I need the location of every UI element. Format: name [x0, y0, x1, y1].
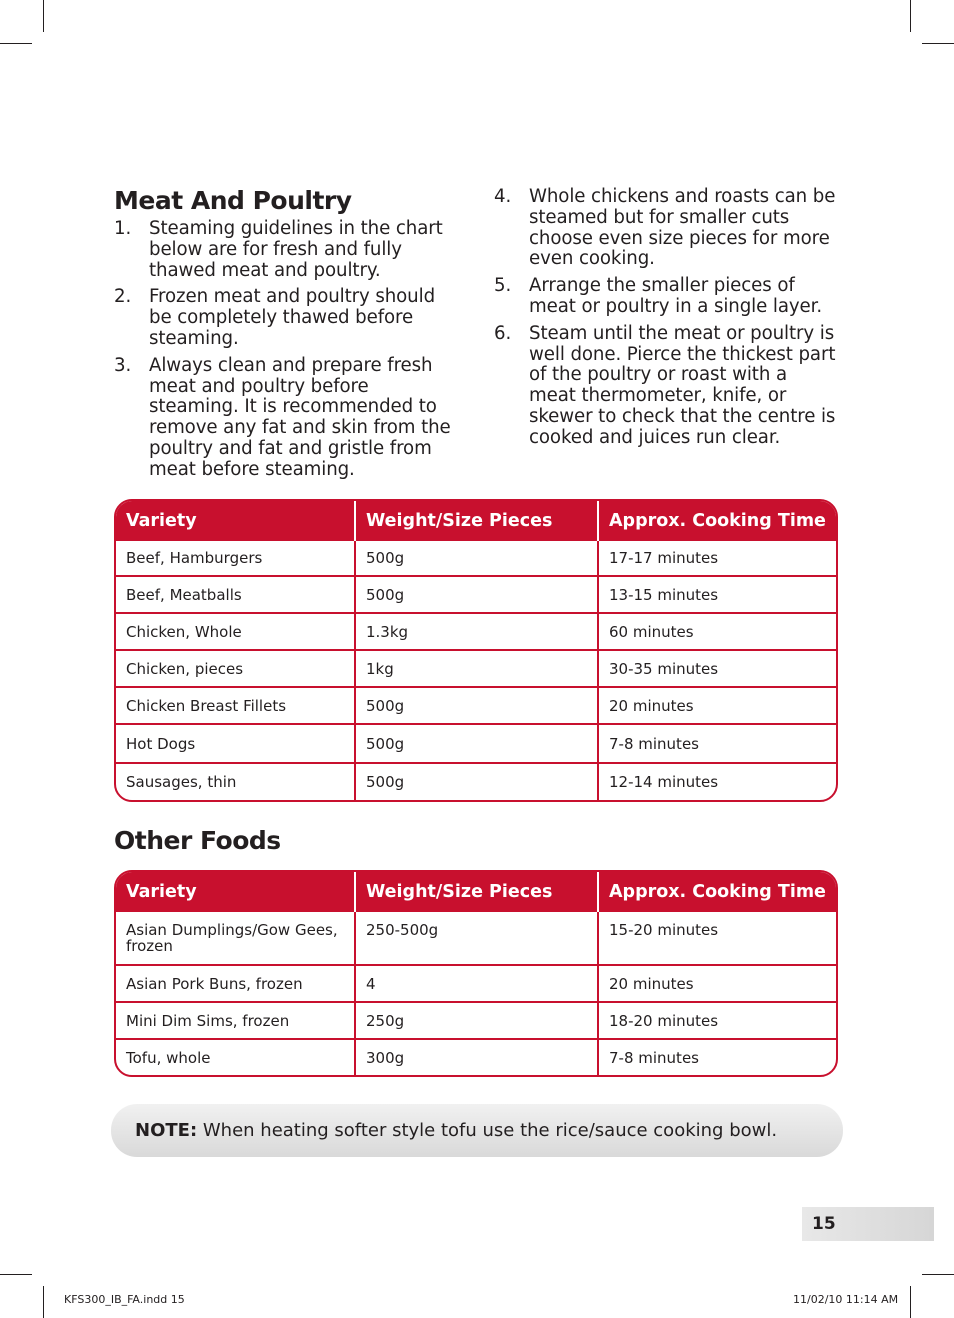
- step-number: 5.: [494, 275, 512, 297]
- cell-variety: Asian Dumplings/Gow Gees, frozen: [116, 912, 356, 964]
- column-header-time: Approx. Cooking Time: [609, 511, 826, 531]
- table-body: [116, 541, 836, 800]
- cell-variety: Tofu, whole: [116, 1040, 356, 1075]
- table-row: [116, 912, 836, 964]
- crop-mark: [910, 1286, 911, 1318]
- cell-variety: Hot Dogs: [116, 725, 356, 762]
- step-item: [114, 287, 454, 349]
- step-item: [494, 276, 839, 318]
- cell-variety: Chicken, pieces: [116, 651, 356, 686]
- crop-mark: [910, 0, 911, 32]
- crop-mark: [0, 43, 32, 44]
- note-box: [111, 1104, 843, 1157]
- page-number: 15: [802, 1207, 934, 1241]
- crop-mark: [43, 0, 44, 32]
- step-number: 4.: [494, 186, 512, 207]
- table-row: [116, 649, 836, 686]
- table-row: [116, 723, 836, 762]
- cell-time: 18-20 minutes: [609, 1011, 719, 1030]
- cell-time: 30-35 minutes: [609, 659, 719, 678]
- cell-time: 7-8 minutes: [609, 1048, 699, 1067]
- slug-date: 11/02/10 11:14 AM: [793, 1293, 899, 1306]
- cell-weight: 500g: [356, 541, 599, 575]
- step-item: [494, 324, 839, 449]
- cell-time: 60 minutes: [609, 622, 694, 641]
- table-row: [116, 575, 836, 612]
- step-text: Arrange the smaller pieces of meat or poultry in a single layer.: [529, 275, 823, 317]
- column-header-weight: Weight/Size Pieces: [356, 501, 599, 541]
- cell-weight: 250g: [356, 1003, 599, 1038]
- table-body: [116, 912, 836, 1075]
- cell-variety: Beef, Hamburgers: [116, 541, 356, 575]
- column-header-weight: Weight/Size Pieces: [356, 872, 599, 912]
- cell-weight: 1kg: [356, 651, 599, 686]
- cell-time: 17-17 minutes: [609, 549, 719, 567]
- meat-poultry-table: [114, 499, 838, 802]
- table-row: [116, 686, 836, 723]
- steps-list-left: [114, 219, 454, 487]
- crop-mark: [43, 1286, 44, 1318]
- table-row: [116, 1038, 836, 1075]
- step-number: 1.: [114, 218, 132, 239]
- step-number: 2.: [114, 286, 132, 308]
- note-text: When heating softer style tofu use the rice/sauce cooking bowl.: [202, 1120, 778, 1141]
- column-header-variety: Variety: [116, 501, 356, 541]
- slug-file: KFS300_IB_FA.indd 15: [64, 1293, 185, 1306]
- table-row: [116, 964, 836, 1001]
- step-number: 6.: [494, 322, 512, 344]
- section-title-other-foods: Other Foods: [114, 826, 281, 855]
- cell-variety: Chicken Breast Fillets: [116, 688, 356, 723]
- step-text: Steam until the meat or poultry is well done. Pierce the thickest part of the poultry or roast with a meat thermometer, knife, or skewer to check that the centre is cooked and juices run clear.: [529, 322, 836, 448]
- cell-time: 13-15 minutes: [609, 585, 719, 604]
- crop-mark: [922, 43, 954, 44]
- cell-time: 15-20 minutes: [609, 921, 719, 939]
- table-header: [116, 872, 836, 912]
- step-text: Steaming guidelines in the chart below are for fresh and fully thawed meat and poultry.: [149, 218, 443, 281]
- cell-time: 7-8 minutes: [609, 734, 699, 753]
- table-row: [116, 762, 836, 800]
- cell-variety: Sausages, thin: [116, 764, 356, 800]
- cell-weight: 500g: [356, 577, 599, 612]
- cell-weight: 500g: [356, 725, 599, 762]
- table-row: [116, 612, 836, 649]
- crop-mark: [922, 1274, 954, 1275]
- step-item: [494, 187, 839, 270]
- step-text: Frozen meat and poultry should be completely thawed before steaming.: [149, 286, 436, 349]
- cell-time: 20 minutes: [609, 974, 694, 993]
- step-number: 3.: [114, 354, 132, 376]
- cell-variety: Chicken, Whole: [116, 614, 356, 649]
- cell-variety: Asian Pork Buns, frozen: [116, 966, 356, 1001]
- table-header: [116, 501, 836, 541]
- note-label: NOTE:: [135, 1120, 198, 1141]
- step-item: [114, 219, 454, 281]
- cell-variety: Beef, Meatballs: [116, 577, 356, 612]
- cell-variety: Mini Dim Sims, frozen: [116, 1003, 356, 1038]
- cell-weight: 4: [356, 966, 599, 1001]
- cell-weight: 500g: [356, 688, 599, 723]
- steps-list-right: [494, 187, 839, 455]
- cell-weight: 250-500g: [356, 912, 599, 964]
- cell-weight: 1.3kg: [356, 614, 599, 649]
- column-header-time: Approx. Cooking Time: [609, 882, 826, 902]
- section-title-meat-poultry: Meat And Poultry: [114, 186, 352, 215]
- table-row: [116, 1001, 836, 1038]
- cell-time: 20 minutes: [609, 696, 694, 715]
- cell-weight: 500g: [356, 764, 599, 800]
- step-item: [114, 356, 454, 481]
- other-foods-table: [114, 870, 838, 1077]
- table-row: [116, 541, 836, 575]
- cell-time: 12-14 minutes: [609, 773, 719, 791]
- column-header-variety: Variety: [116, 872, 356, 912]
- step-text: Whole chickens and roasts can be steamed but for smaller cuts choose even size pieces for more even cooking.: [529, 186, 836, 270]
- step-text: Always clean and prepare fresh meat and poultry before steaming. It is recommended to remove any fat and skin from the poultry and fat and gristle from meat before steaming.: [149, 354, 451, 480]
- crop-mark: [0, 1274, 32, 1275]
- cell-weight: 300g: [356, 1040, 599, 1075]
